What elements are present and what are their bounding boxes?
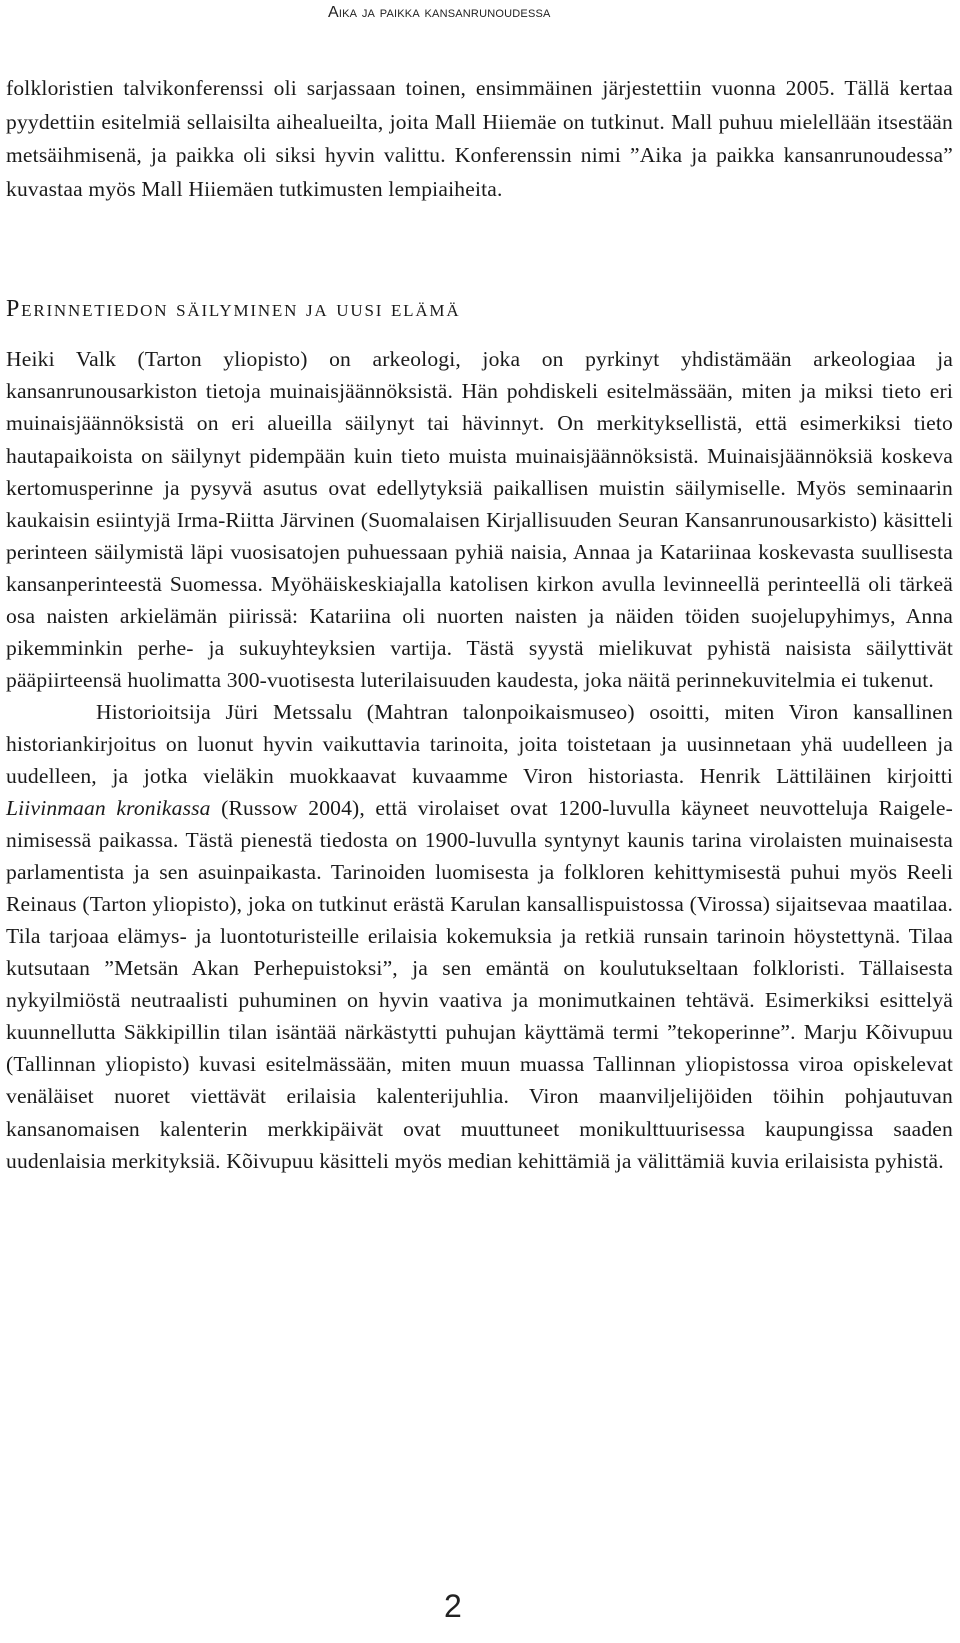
page-content bbox=[6, 72, 953, 1177]
paragraph-2-rest: (Russow 2004), että virolaiset ovat 1200-luvulla käyneet neuvotteluja Raigele-nimisessä paikassa. Tästä pienestä tiedosta on 1900-luvulla syntynyt kaunis tarina virolaisten muinaisesta parlamentista ja sen asuinpaikasta. Tarinoiden luomisesta ja folkloren kehittymisestä puhui myös Reeli Reinaus (Tarton yliopisto), joka on tutkinut erästä Karulan kansallispuistossa (Virossa) sijaitsevaa maatilaa. Tila tarjoaa elämys- ja luontoturisteille erilaisia kokemuksia ja retkiä runsain tarinoin höystettynä. Tilaa kutsutaan ”Metsän Akan Perhepuistoksi”, ja sen emäntä on koulutukseltaan folkloristi. Tällaisesta nykyilmiöstä neutraalisti puhuminen on hyvin vaativa ja monimutkainen tehtävä. Esimerkiksi esittelyä kuunnellutta Säkkipillin tilan isäntää närkästytti puhujan käyttämä termi ”tekoperinne”. Marju Kõivupuu (Tallinnan yliopisto) kuvasi esitelmässään, miten muun muassa Tallinnan yliopistossa viroa opiskelevat venäläiset nuoret viettävät erilaisia kalenterijuhlia. Viron maanviljelijöiden töihin pohjautuvan kansanomaisen kalenterin merkkipäivät ovat muuttuneet monikulttuurisessa kaupungissa saaden uudenlaisia merkityksiä. Kõivupuu käsitteli myös median kehittämiä ja välittämiä kuvia erilaisista pyhistä. bbox=[6, 796, 954, 1173]
intro-paragraph: folkloristien talvikonferenssi oli sarjassaan toinen, ensimmäinen järjestettiin vuonna 2005. Tällä kertaa pyydettiin esitelmiä sellaisilta aihealueilta, joita Mall Hiiemäe on tutkinut. Mall puhuu mielellään itsestään metsäihmisenä, ja paikka oli siksi hyvin valittu. Konferenssin nimi ”Aika ja paikka kansanrunoudessa” kuvastaa myös Mall Hiiemäen tutkimusten lempiaiheita. bbox=[6, 76, 953, 201]
section-heading: Perinnetiedon säilyminen ja uusi elämä bbox=[6, 296, 461, 323]
running-header: Aika ja paikka kansanrunoudessa bbox=[328, 4, 551, 21]
page-number: 2 bbox=[444, 1588, 462, 1624]
body-paragraph-2 bbox=[6, 696, 953, 1177]
book-title: Liivinmaan kronikassa bbox=[6, 796, 211, 821]
paragraph-2-start: Historioitsija Jüri Metssalu (Mahtran talonpoikaismuseo) osoitti, miten Viron kansallinen historiankirjoitus on luonut hyvin vaikuttavia tarinoita, joita toistetaan ja uusinnetaan yhä uudelleen ja uudelleen, ja jotka vieläkin muokkaavat kuvaamme Viron historiasta. Henrik Lättiläinen kirjoitti bbox=[6, 699, 953, 788]
section-body bbox=[6, 343, 953, 1176]
body-paragraph-1: Heiki Valk (Tarton yliopisto) on arkeologi, joka on pyrkinyt yhdistämään arkeologiaa ja kansanrunousarkiston tietoja muinaisjäännöksistä. Hän pohdiskeli esitelmässään, miten ja miksi tieto eri muinaisjäännöksistä on eri alueilla säilynyt tai hävinnyt. On merkityksellistä, että esimerkiksi tieto hautapaikoista on säilynyt pidempään kuin tieto muista muinaisjäännöksistä. Muinaisjäännöksiä koskeva kertomusperinne ja pysyvä asutus ovat edellytyksiä paikallisen muistin säilymiselle. Myös seminaarin kaukaisin esiintyjä Irma-Riitta Järvinen (Suomalaisen Kirjallisuuden Seuran Kansanrunousarkisto) käsitteli perinteen säilymistä läpi vuosisatojen puhuessaan pyhiä naisia, Annaa ja Katariinaa koskevasta suullisesta kansanperinteestä Suomessa. Myöhäiskeskiajalla katolisen kirkon avulla levinneellä perinteellä oli tärkeä osa naisten arkielämän piirissä: Katariina oli nuorten naisten ja näiden töiden suojelupyhimys, Anna pikemminkin perhe- ja sukuyhteyksien vartija. Tästä syystä mielikuvat pyhistä naisista säilyttivät pääpiirteensä huolimatta 300-vuotisesta luterilaisuuden kaudesta, joka näitä perinnekuvitelmia ei tukenut. bbox=[6, 347, 953, 692]
